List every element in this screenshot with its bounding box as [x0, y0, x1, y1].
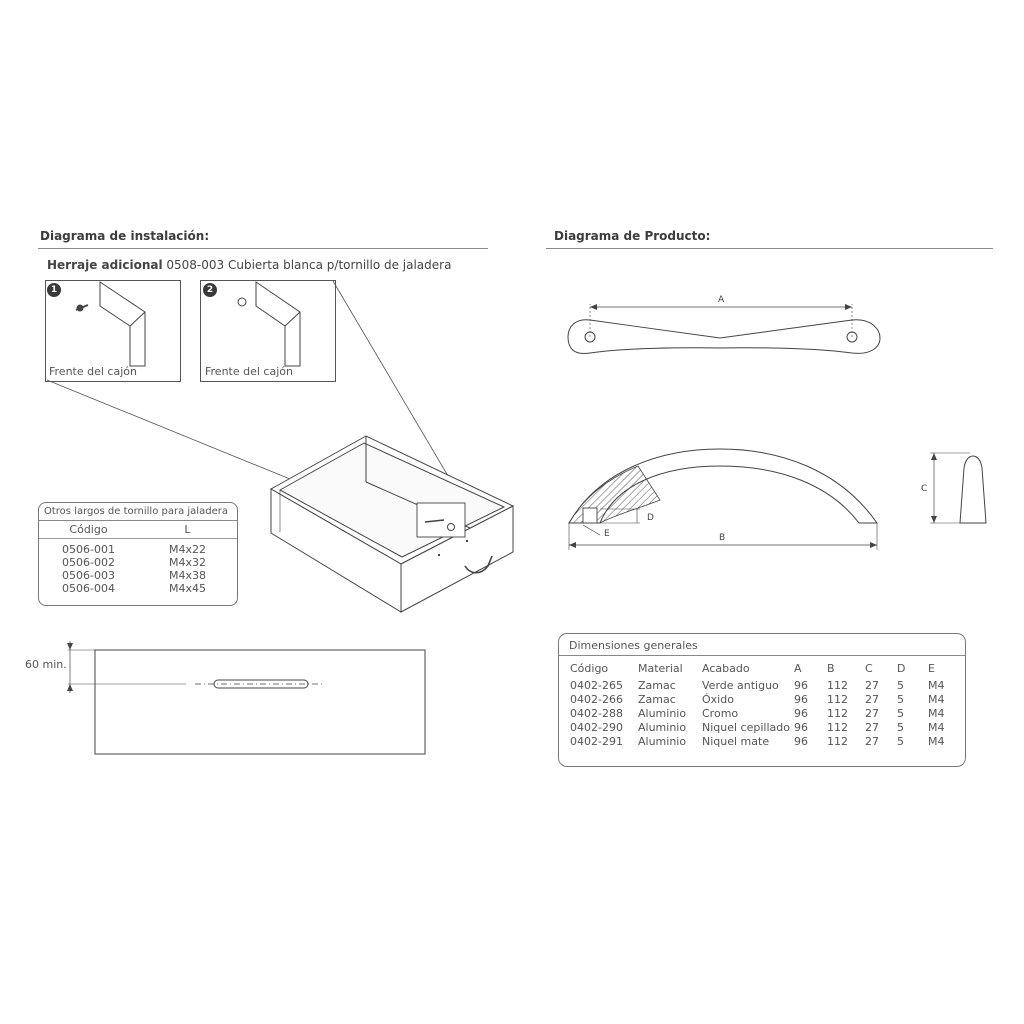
installation-title: Diagrama de instalación: [40, 229, 210, 243]
dim-d: 5 [897, 693, 904, 706]
dim-code: 0402-290 [570, 721, 623, 734]
product-title: Diagrama de Producto: [554, 229, 711, 243]
dim-e: M4 [928, 679, 945, 692]
screw-code: 0506-004 [62, 581, 115, 595]
screw-code: 0506-002 [62, 555, 115, 569]
dim-finish: Niquel cepillado [702, 721, 790, 734]
dim-b: 112 [827, 679, 848, 692]
step1-caption: Frente del cajón [49, 365, 137, 378]
dim-code: 0402-288 [570, 707, 623, 720]
dim-material: Aluminio [638, 735, 687, 748]
dim-a: 96 [794, 721, 808, 734]
screw-table-title: Otros largos de tornillo para jaladera [39, 503, 237, 521]
dim-c: 27 [865, 693, 879, 706]
min-distance-label: 60 min. [25, 658, 67, 671]
table-row [570, 735, 952, 749]
dimensions-table-title: Dimensiones generales [559, 634, 965, 656]
dim-a: 96 [794, 735, 808, 748]
dim-d: 5 [897, 707, 904, 720]
herraje-bold: Herraje adicional [47, 258, 163, 272]
herraje-text: 0508-003 Cubierta blanca p/tornillo de jaladera [162, 258, 452, 272]
dim-d: 5 [897, 735, 904, 748]
table-row [39, 543, 237, 556]
dim-code: 0402-265 [570, 679, 623, 692]
dim-c: 27 [865, 707, 879, 720]
dim-col-d: D [897, 662, 906, 675]
table-row [39, 556, 237, 569]
screw-table-box [38, 502, 238, 606]
dimensions-table [570, 656, 952, 749]
dim-finish: Óxido [702, 693, 734, 706]
dim-e-label: E [604, 529, 610, 539]
dim-c: 27 [865, 721, 879, 734]
dim-code: 0402-266 [570, 693, 623, 706]
dim-b: 112 [827, 735, 848, 748]
drill-template [67, 641, 425, 754]
step2-caption: Frente del cajón [205, 365, 293, 378]
dim-a: 96 [794, 679, 808, 692]
screw-col-length: L [138, 521, 237, 539]
dim-col-a: A [794, 662, 802, 675]
dim-a-label: A [718, 295, 725, 305]
dim-material: Zamac [638, 679, 676, 692]
drawer-illustration [271, 436, 513, 612]
screw-length: M4x32 [169, 555, 206, 569]
table-row [570, 679, 952, 693]
handle-profile-view [930, 453, 986, 523]
dim-d-label: D [647, 513, 654, 523]
dim-c: 27 [865, 679, 879, 692]
dim-b: 112 [827, 693, 848, 706]
dim-col-code: Código [570, 662, 609, 675]
dim-col-material: Material [638, 662, 683, 675]
dim-finish: Verde antiguo [702, 679, 779, 692]
dim-col-c: C [865, 662, 873, 675]
step2-number: 2 [203, 283, 217, 297]
screw-code: 0506-001 [62, 542, 115, 556]
dim-d: 5 [897, 721, 904, 734]
dim-a: 96 [794, 707, 808, 720]
screw-length: M4x45 [169, 581, 206, 595]
dim-finish: Cromo [702, 707, 739, 720]
dim-c-label: C [921, 484, 928, 494]
dim-e: M4 [928, 721, 945, 734]
screw-length: M4x22 [169, 542, 206, 556]
dim-b-label: B [719, 533, 726, 543]
table-row [39, 582, 237, 595]
dim-finish: Niquel mate [702, 735, 770, 748]
dimensions-header-row [570, 656, 952, 679]
screw-table-header-row [39, 521, 237, 539]
dim-b: 112 [827, 721, 848, 734]
table-row [570, 721, 952, 735]
dim-e: M4 [928, 735, 945, 748]
table-row [570, 707, 952, 721]
dim-b: 112 [827, 707, 848, 720]
handle-top-view [568, 304, 880, 354]
dim-col-finish: Acabado [702, 662, 750, 675]
dim-col-b: B [827, 662, 835, 675]
dim-material: Aluminio [638, 721, 687, 734]
step1-number: 1 [47, 283, 61, 297]
dim-material: Aluminio [638, 707, 687, 720]
screw-table [39, 521, 237, 595]
dim-c: 27 [865, 735, 879, 748]
table-row [570, 693, 952, 707]
dim-material: Zamac [638, 693, 676, 706]
dim-e: M4 [928, 707, 945, 720]
dimensions-table-box [558, 633, 966, 767]
dim-a: 96 [794, 693, 808, 706]
dim-d: 5 [897, 679, 904, 692]
dim-e: M4 [928, 693, 945, 706]
table-row [39, 569, 237, 582]
screw-length: M4x38 [169, 568, 206, 582]
screw-col-code: Código [39, 521, 138, 539]
dim-code: 0402-291 [570, 735, 623, 748]
dim-col-e: E [928, 662, 935, 675]
screw-code: 0506-003 [62, 568, 115, 582]
